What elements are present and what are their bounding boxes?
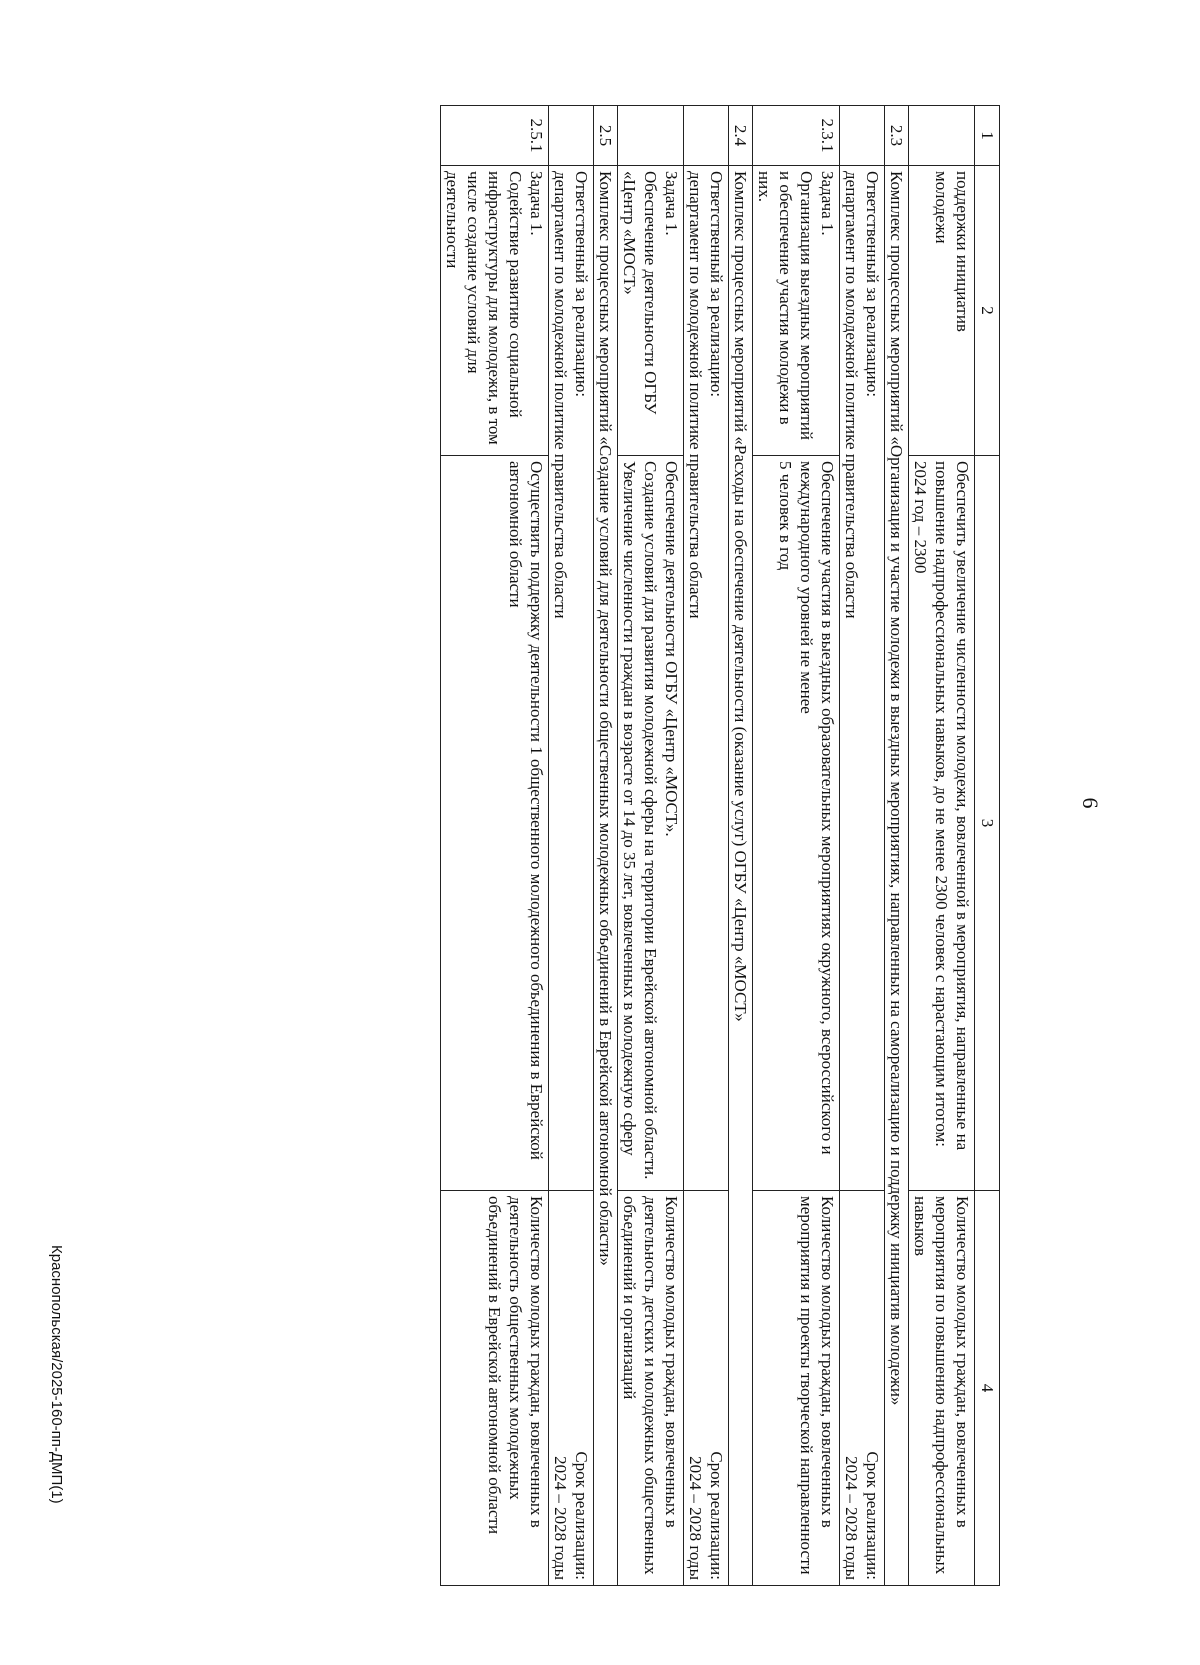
table-header-row xyxy=(975,106,1000,1586)
table-row xyxy=(753,106,840,1586)
row-number-cell: 2.3.1 xyxy=(753,106,840,166)
term-cell xyxy=(840,1191,885,1586)
empty-cell xyxy=(684,106,729,166)
task-cell: Задача 1. Содействие развитию социальной инфраструктуры для молодежи, в том числе создание условий для деятельности xyxy=(441,166,549,456)
header-cell: 2 xyxy=(975,166,1000,456)
term-label: Срок реализации: xyxy=(863,1451,882,1580)
description-cell: Обеспечение участия в выездных образовательных мероприятиях окружного, всероссийского и международного уровней не менее 5 человек в год xyxy=(753,456,840,1191)
indicator-cell: Количество молодых граждан, вовлеченных в деятельность детских и молодежных общественных объединений и организаций xyxy=(618,1191,684,1586)
header-cell: 1 xyxy=(975,106,1000,166)
section-title-cell: Комплекс процессных мероприятий «Создание условий для деятельности общественных молодежных объединений в Еврейской автономной области» xyxy=(594,166,618,1586)
description-cell: Осуществить поддержку деятельности 1 общественного молодежного объединения в Еврейской автономной области xyxy=(441,456,549,1191)
header-cell: 4 xyxy=(975,1191,1000,1586)
term-value: 2024 – 2028 годы xyxy=(842,1456,861,1580)
row-number-cell xyxy=(618,106,684,166)
table-row xyxy=(441,106,549,1586)
section-number-cell: 2.3 xyxy=(885,106,909,166)
responsible-department: департамент по молодежной политике правительства области xyxy=(842,171,861,619)
responsible-label: Ответственный за реализацию: xyxy=(707,171,726,398)
description-cell: Обеспечить увеличение численности молодежи, вовлеченной в мероприятия, направленные на повышение надпрофессиональных навыков, до не менее 2300 человек с нарастающим итогом: 2024 год – 2300 xyxy=(909,456,975,1191)
term-cell xyxy=(684,1191,729,1586)
section-number-cell: 2.4 xyxy=(729,106,753,166)
responsible-department: департамент по молодежной политике правительства области xyxy=(551,171,570,619)
task-cell: Задача 1. Обеспечение деятельности ОГБУ «Центр «МОСТ» xyxy=(618,166,684,456)
section-row xyxy=(594,106,618,1586)
empty-cell xyxy=(840,106,885,166)
responsible-row xyxy=(684,106,729,1586)
responsible-department: департамент по молодежной политике правительства области xyxy=(686,171,705,619)
description-cell: Обеспечение деятельности ОГБУ «Центр «МОСТ». Создание условий для развития молодежной сферы на территории Еврейской автономной области. Увеличение численности граждан в возрасте от 14 до 35 лет, вовлеченных в молодежную сферу xyxy=(618,456,684,1191)
task-cell: поддержки инициатив молодежи xyxy=(909,166,975,456)
row-number-cell xyxy=(909,106,975,166)
responsible-cell xyxy=(684,166,729,1191)
task-cell: Задача 1. Организация выездных мероприятий и обеспечение участия молодежи в них. xyxy=(753,166,840,456)
row-number-cell: 2.5.1 xyxy=(441,106,549,166)
responsible-cell xyxy=(549,166,594,1191)
responsible-row xyxy=(840,106,885,1586)
program-table xyxy=(440,105,1000,1586)
page-number: 6 xyxy=(1078,797,1103,809)
table-row xyxy=(618,106,684,1586)
term-label: Срок реализации: xyxy=(707,1451,726,1580)
term-cell xyxy=(549,1191,594,1586)
responsible-label: Ответственный за реализацию: xyxy=(572,171,591,398)
term-label: Срок реализации: xyxy=(572,1451,591,1580)
indicator-cell: Количество молодых граждан, вовлеченных в мероприятия по повышению надпрофессиональных навыков xyxy=(909,1191,975,1586)
responsible-cell xyxy=(840,166,885,1191)
responsible-label: Ответственный за реализацию: xyxy=(863,171,882,398)
empty-cell xyxy=(549,106,594,166)
section-row xyxy=(885,106,909,1586)
program-table-sheet xyxy=(65,105,1000,1585)
header-cell: 3 xyxy=(975,456,1000,1191)
section-number-cell: 2.5 xyxy=(594,106,618,166)
document-footer-code: Краснопольская/2025-160-пп-ДМП(1) xyxy=(48,1245,65,1504)
section-title-cell: Комплекс процессных мероприятий «Организация и участие молодежи в выездных мероприятиях, направленных на самореализацию и поддержку инициатив молодежи» xyxy=(885,166,909,1586)
section-title-cell: Комплекс процессных мероприятий «Расходы на обеспечение деятельности (оказание услуг) ОГБУ «Центр «МОСТ» xyxy=(729,166,753,1586)
responsible-row xyxy=(549,106,594,1586)
table-row xyxy=(909,106,975,1586)
term-value: 2024 – 2028 годы xyxy=(686,1456,705,1580)
section-row xyxy=(729,106,753,1586)
indicator-cell: Количество молодых граждан, вовлеченных в деятельность общественных молодежных объединений в Еврейской автономной области xyxy=(441,1191,549,1586)
indicator-cell: Количество молодых граждан, вовлеченных в мероприятия и проекты творческой направленности xyxy=(753,1191,840,1586)
term-value: 2024 – 2028 годы xyxy=(551,1456,570,1580)
